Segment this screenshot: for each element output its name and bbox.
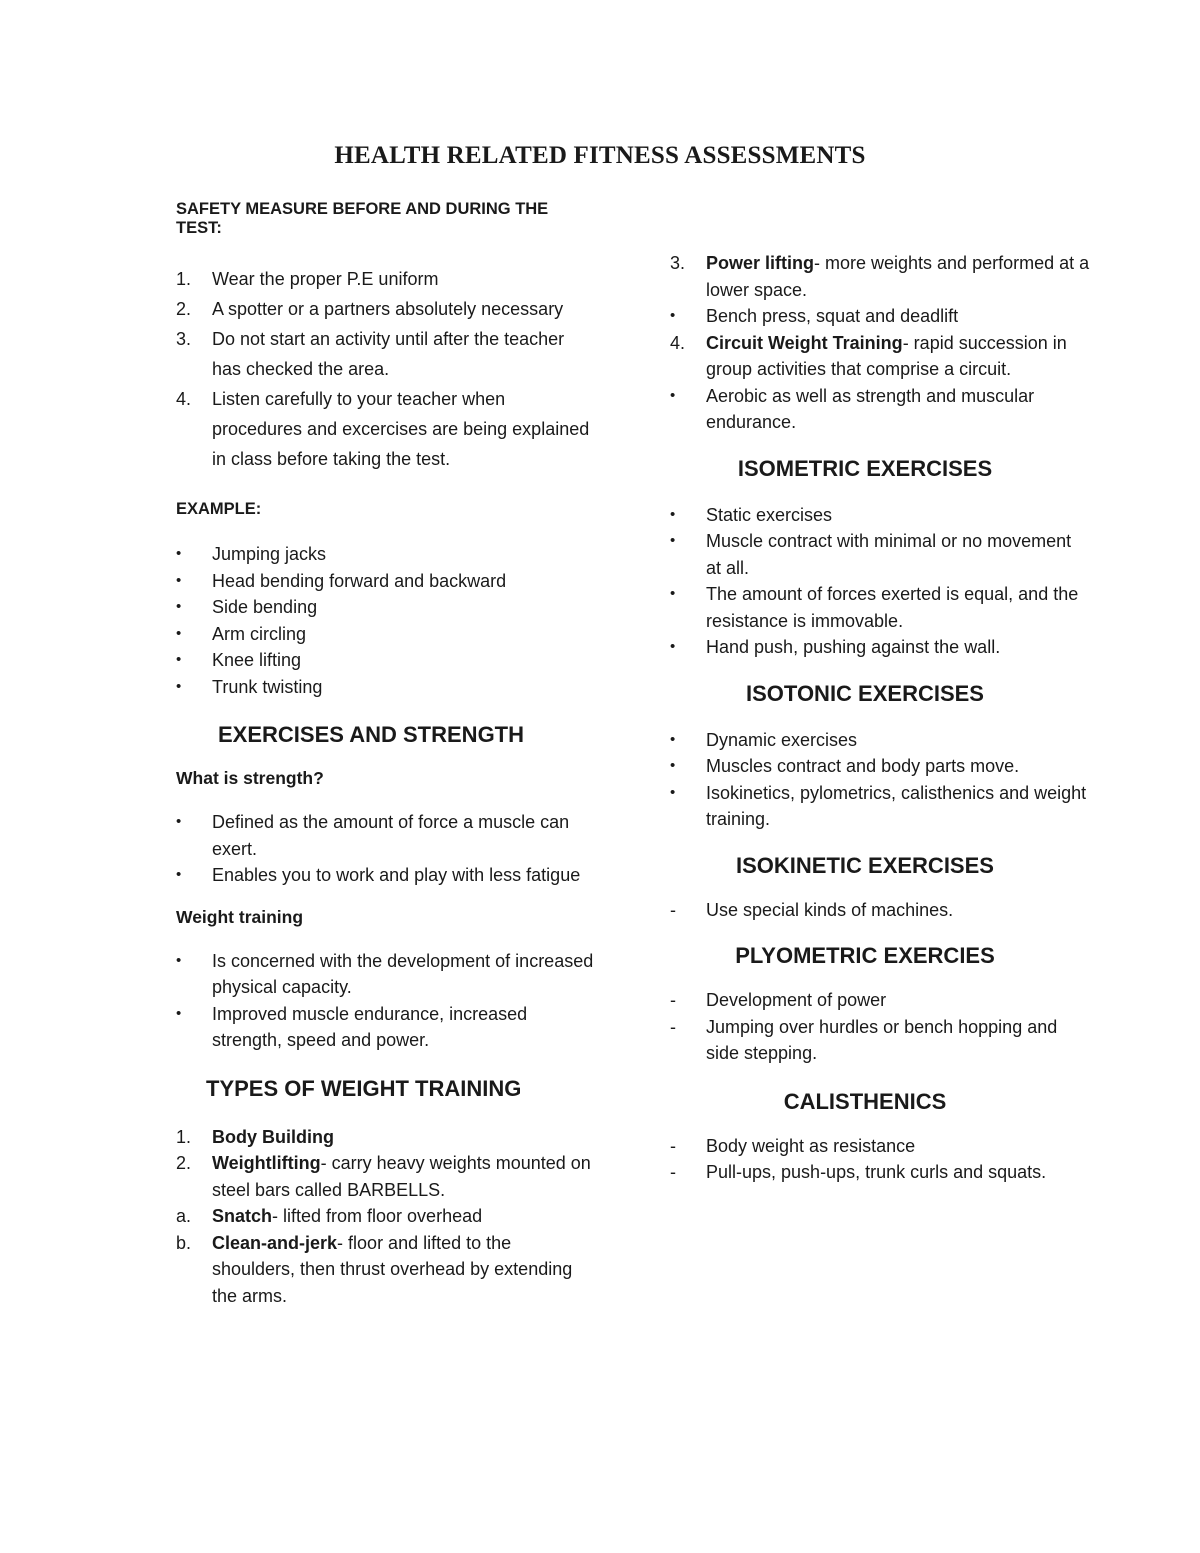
- list-item: [176, 1230, 596, 1310]
- list-text: Trunk twisting: [212, 676, 323, 697]
- list-text: Muscle contract with minimal or no movement at all.: [706, 531, 1072, 578]
- isometric-list: [670, 502, 1090, 661]
- list-item: [670, 897, 1090, 924]
- list-item: [670, 528, 1090, 581]
- calisthenics-heading: CALISTHENICS: [783, 1088, 947, 1114]
- list-text: Muscles contract and body parts move.: [706, 756, 1020, 776]
- weight-training-label: Weight training: [176, 906, 304, 927]
- list-term: Body Building: [212, 1126, 334, 1147]
- plyometric-list: [670, 987, 1090, 1067]
- list-item: [176, 594, 596, 621]
- list-item: [176, 1124, 596, 1151]
- isotonic-heading: ISOTONIC EXERCISES: [746, 680, 984, 706]
- bullet-icon: •: [670, 505, 676, 523]
- bullet-icon: •: [670, 783, 676, 801]
- list-term: Circuit Weight Training: [706, 332, 903, 353]
- bullet-icon: •: [670, 638, 676, 655]
- bullet-icon: •: [670, 757, 676, 774]
- list-item: [176, 294, 596, 324]
- bullet-icon: •: [176, 866, 182, 883]
- list-text: - floor and lifted to the shoulders, then thrust overhead by extending the arms.: [212, 1232, 573, 1306]
- list-item: [670, 727, 1090, 754]
- list-item: [176, 324, 596, 384]
- dash-icon: -: [670, 990, 676, 1010]
- list-item: [176, 809, 596, 862]
- list-item: [670, 250, 1090, 303]
- list-item: [670, 634, 1090, 661]
- list-text: Pull-ups, push-ups, trunk curls and squats.: [706, 1162, 1047, 1182]
- isotonic-list: [670, 727, 1090, 833]
- bullet-icon: •: [176, 813, 182, 830]
- bullet-icon: •: [176, 624, 182, 642]
- bullet-icon: •: [176, 951, 182, 969]
- list-text: The amount of forces exerted is equal, and the resistance is immovable.: [706, 584, 1079, 631]
- strength-list: [176, 809, 596, 889]
- list-term: Weightlifting: [212, 1153, 321, 1173]
- bullet-icon: •: [670, 307, 676, 324]
- bullet-icon: •: [176, 651, 182, 668]
- list-marker: 3.: [670, 253, 686, 273]
- bullet-icon: •: [670, 386, 676, 404]
- list-item: [670, 780, 1090, 833]
- list-text: A spotter or a partners absolutely necessary: [212, 299, 564, 319]
- list-item: [670, 330, 1090, 383]
- bullet-icon: •: [176, 571, 182, 589]
- list-text: Head bending forward and backward: [212, 570, 507, 591]
- bullet-icon: •: [670, 730, 676, 748]
- list-item: [176, 1203, 596, 1230]
- plyometric-heading: PLYOMETRIC EXERCIES: [735, 943, 995, 968]
- list-marker: 2.: [176, 1153, 192, 1173]
- list-text: - carry heavy weights mounted on steel bars called BARBELLS.: [212, 1153, 591, 1200]
- dash-icon: -: [670, 1016, 676, 1037]
- list-item: [176, 541, 596, 568]
- list-marker: 2.: [176, 299, 192, 319]
- list-text: Use special kinds of machines.: [706, 899, 954, 920]
- list-item: [176, 621, 596, 648]
- list-text: Wear the proper P.E uniform: [212, 269, 439, 289]
- list-marker: 1.: [176, 1126, 192, 1147]
- list-item: [670, 753, 1090, 780]
- list-text: Side bending: [212, 597, 318, 617]
- types-continued-list: [670, 250, 1090, 436]
- list-text: Body weight as resistance: [706, 1135, 916, 1156]
- list-item: [670, 383, 1090, 436]
- bullet-icon: •: [176, 598, 182, 615]
- list-text: Defined as the amount of force a muscle can exert.: [212, 812, 570, 859]
- list-item: [670, 1159, 1090, 1186]
- dash-icon: -: [670, 1135, 676, 1156]
- list-text: Listen carefully to your teacher when procedures and excercises are being explained in class before taking the test.: [212, 389, 590, 469]
- list-item: [670, 502, 1090, 529]
- list-marker: 4.: [670, 332, 686, 353]
- list-text: Arm circling: [212, 623, 307, 644]
- list-item: [176, 862, 596, 889]
- list-item: [176, 384, 596, 474]
- list-text: Do not start an activity until after the teacher has checked the area.: [212, 329, 565, 379]
- list-text: Bench press, squat and deadlift: [706, 306, 959, 326]
- example-list: [176, 541, 596, 700]
- list-text: Enables you to work and play with less fatigue: [212, 865, 581, 885]
- types-list: [176, 1124, 596, 1310]
- list-item: [176, 948, 596, 1001]
- isometric-heading: ISOMETRIC EXERCISES: [737, 455, 993, 481]
- list-text: Improved muscle endurance, increased strength, speed and power.: [212, 1003, 528, 1050]
- list-text: - more weights and performed at a lower space.: [706, 253, 1090, 300]
- list-text: Jumping over hurdles or bench hopping and side stepping.: [706, 1016, 1058, 1063]
- list-item: [670, 303, 1090, 330]
- example-label: EXAMPLE:: [176, 500, 262, 518]
- list-item: [176, 647, 596, 674]
- list-marker: 1.: [176, 269, 192, 289]
- types-heading: TYPES OF WEIGHT TRAINING: [206, 1075, 522, 1101]
- list-text: Jumping jacks: [212, 544, 327, 564]
- list-text: Hand push, pushing against the wall.: [706, 637, 1001, 657]
- list-item: [670, 1133, 1090, 1160]
- list-item: [670, 581, 1090, 634]
- bullet-icon: •: [176, 1004, 182, 1022]
- list-text: Dynamic exercises: [706, 729, 858, 750]
- isokinetic-heading: ISOKINETIC EXERCISES: [736, 852, 994, 878]
- bullet-icon: •: [176, 545, 182, 562]
- weight-training-list: [176, 948, 596, 1054]
- list-term: Clean-and-jerk: [212, 1232, 338, 1253]
- list-item: [176, 264, 596, 294]
- list-text: - rapid succession in group activities that comprise a circuit.: [706, 332, 1067, 379]
- page-title: HEALTH RELATED FITNESS ASSESSMENTS: [334, 142, 866, 169]
- list-marker: a.: [176, 1206, 192, 1226]
- list-term: Snatch: [212, 1206, 273, 1226]
- list-item: [176, 674, 596, 701]
- bullet-icon: •: [670, 585, 676, 602]
- what-is-strength-label: What is strength?: [176, 768, 324, 788]
- list-marker: 4.: [176, 389, 192, 409]
- calisthenics-list: [670, 1133, 1090, 1186]
- list-term: Power lifting: [706, 253, 814, 273]
- list-text: Knee lifting: [212, 650, 302, 670]
- bullet-icon: •: [176, 677, 182, 695]
- list-item: [176, 1001, 596, 1054]
- list-text: Aerobic as well as strength and muscular endurance.: [706, 385, 1035, 432]
- bullet-icon: •: [670, 532, 676, 549]
- isokinetic-list: [670, 897, 1090, 924]
- list-item: [176, 1150, 596, 1203]
- list-text: - lifted from floor overhead: [272, 1206, 483, 1226]
- list-text: Static exercises: [706, 504, 833, 525]
- dash-icon: -: [670, 1162, 676, 1182]
- right-column: [670, 250, 1090, 1186]
- list-item: [670, 987, 1090, 1014]
- exercises-strength-heading: EXERCISES AND STRENGTH: [218, 722, 525, 747]
- list-marker: b.: [176, 1232, 192, 1253]
- list-text: Development of power: [706, 990, 887, 1010]
- left-column: [176, 200, 596, 1309]
- safety-list: [176, 264, 596, 474]
- list-item: [176, 568, 596, 595]
- safety-label: SAFETY MEASURE BEFORE AND DURING THE TEST:: [176, 200, 549, 237]
- list-text: Is concerned with the development of increased physical capacity.: [212, 950, 594, 997]
- list-text: Isokinetics, pylometrics, calisthenics and weight training.: [706, 782, 1087, 829]
- list-item: [670, 1014, 1090, 1067]
- dash-icon: -: [670, 899, 676, 920]
- list-marker: 3.: [176, 329, 192, 349]
